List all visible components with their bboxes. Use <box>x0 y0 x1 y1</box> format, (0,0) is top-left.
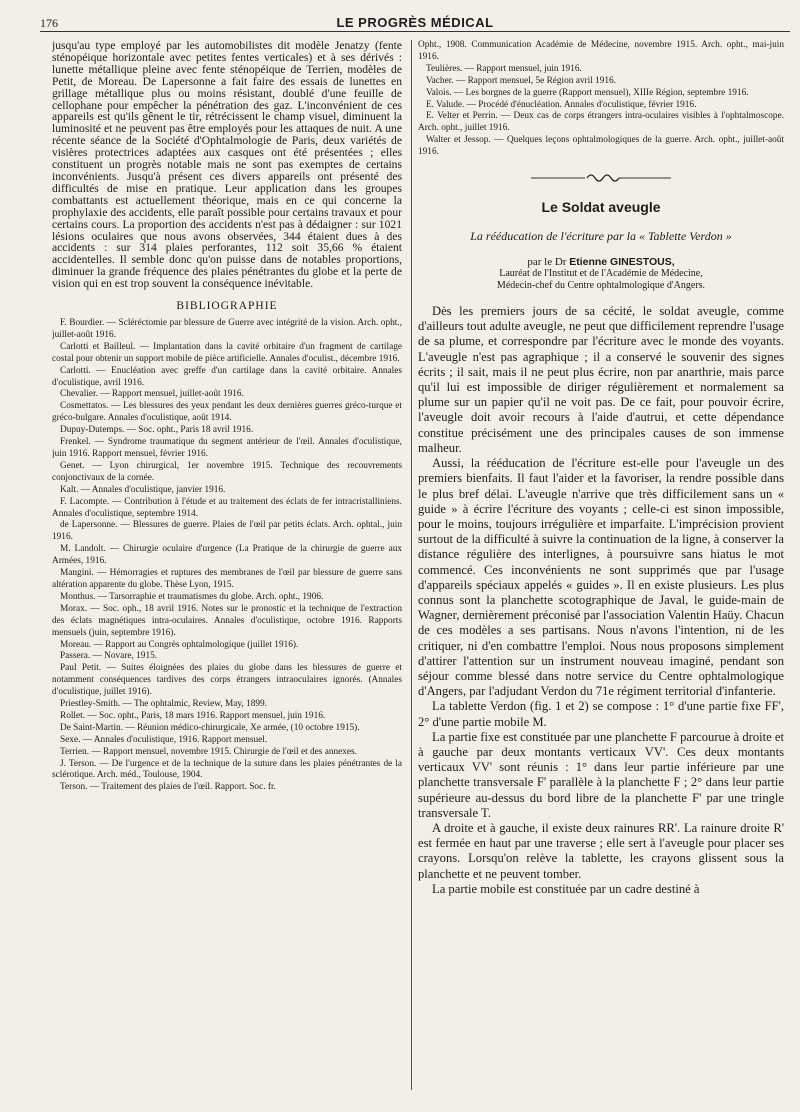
bibliography-entry: Genet. — Lyon chirurgical, 1er novembre 1915. Technique des recouvrements conjonctivaux de la cornée. <box>52 460 402 483</box>
right-column <box>418 40 784 1100</box>
bibliography-list <box>52 318 402 794</box>
bibliography-entry: F. Bourdier. — Scléréctomie par blessure de Guerre avec intégrité de la vision. Arch. opht., juillet-août 1916. <box>52 318 402 340</box>
bibliography-entry: Sexe. — Annales d'oculistique, 1916. Rapport mensuel. <box>60 734 268 745</box>
article-paragraph: Dès les premiers jours de sa cécité, le soldat aveugle, comme d'ailleurs tout adulte aveugle, ne peut que difficilement reprendre l'usage de sa plume, et correspondre par l'écriture avec le monde des voyants. L'aveugle n'est pas agraphique ; il a conservé le souvenir des signes écrits ; il sait, mais il ne peut plus écrire, non par anarthrie, mais parce qu'il lui est impossible de diriger régulièrement et normalement sa plume sur un papier qu'il ne voit pas. De ce fait, pour pouvoir écrire, l'aveugle doit avoir recours à l'aide d'autrui, et cette dépendance constitue précisément une des principales causes de son immense malheur. <box>418 304 784 455</box>
article-title: Le Soldat aveugle <box>541 199 661 216</box>
article-subtitle: La rééducation de l'écriture par la « Tablette Verdon » <box>470 229 732 244</box>
affiliation-line: Médecin-chef du Centre ophtalmologique d'Angers. <box>496 280 706 292</box>
left-paragraph: jusqu'au type employé par les automobilistes dit modèle Jenatzy (fente sténopéique horizontale avec petites fentes verticales) et à ses dérivés : lunette métallique pleine avec fente sténopéique de Terrien, modèles de Petit, de Moreau. De Lapersonne a fait faire des essais de lunettes en grillage métallique plus ou moins résistant, doublé d'une feuille de cellophane pour empêcher la pénétration des gaz. L'inconvénient de ces appareils est qu'ils gênent le tir, rétrécissent le champ visuel, diminuent la luminosité et ne peuvent pas être employés pour les attaques de nuit. A une récente séance de la Société d'Ophtalmologie de Paris, deux variétés de visières protectrices adaptées aux casques ont été présentées ; elles constituent un progrès notable mais ne sont pas exemptes de certains inconvénients. Jusqu'à présent ces divers appareils ont présenté des difficultés de mise en pratique. Leur application dans les groupes combattants est actuellement théorique, mais en ce qui concerne la prophylaxie des accidents, elle paraît possible pour certains travaux et pour certains cours. La proportion des accidents n'est pas à dédaigner : sur 1021 lésions oculaires que nous avons observées, 344 étaient dues à des accidents : sur 314 plaies perforantes, 112 soit 35,66 % étaient accidentelles. Il semble donc qu'on puisse dans de notables proportions, diminuer la grande fréquence des plaies pénétrantes du globe et la perte de vision qui en est trop souvent la conséquence inévitable. <box>52 40 402 291</box>
bibliography-entry: Teulières. — Rapport mensuel, juin 1916. <box>426 63 582 74</box>
bibliography-entry: Carlotti. — Enucléation avec greffe d'un cartilage dans la cavité orbitaire. Annales d'oculistique, avril 1916. <box>52 365 402 388</box>
bibliography-entry: Carlotti et Bailleul. — Implantation dans la cavité orbitaire d'un fragment de cartilage costal pour obtenir un support mobile de pièce artificielle. Annales d'oculist., décembre 1916. <box>52 341 402 364</box>
ornament-icon <box>531 171 671 185</box>
author-prefix: par le Dr <box>527 256 567 269</box>
bibliography-entry: Paul Petit. — Suites éloignées des plaies du globe dans les blessures de guerre et notamment conséquences tardives des corps étrangers intraoculaires ignorés. (Annales d'oculistique, juillet 1916). <box>52 663 402 698</box>
bibliography-entry: Kalt. — Annales d'oculistique, janvier 1916. <box>60 484 226 495</box>
left-body <box>52 40 402 290</box>
bibliography-entry: Passera. — Novare, 1915. <box>60 651 158 662</box>
column-divider <box>411 40 412 1090</box>
bibliography-entry: F. Lacompte. — Contribution à l'étude et au traitement des éclats de fer intracristalliniens. Annales d'oculistique, septembre 1914. <box>52 496 402 519</box>
article-paragraph: Aussi, la rééducation de l'écriture est-elle pour l'aveugle un des premiers bienfaits. Il faut l'aider et la favoriser, la rendre possible dans le plus bref délai. L'aveugle n'arrive que très difficilement sans un « guide » à écrire l'écriture des voyants ; celle-ci est sinon impossible, pour le moins, toujours irrégulière et imparfaite. L'imprécision provient surtout de la difficulté à suivre la continuation de la ligne, à conserver la distance régulière des interlignes, à poursuivre sans hiatus le mot commencé. Ces inconvénients ne sont supprimés que par l'usage d'appareils spéciaux appelés « guides ». Il en existe plusieurs. Les plus connus sont la planchette scotographique de Javal, le guide-main de Wagner, dernièrement préconisé par l'association Valentin Haüy. Chacun de ces modèles a ses partisans. Nous n'avons l'intention, ni de les critiquer, ni d'en combattre l'emploi. Nous nous proposons simplement d'attirer l'attention sur un instrument nouveau imaginé, pendant son séjour comme blessé dans notre service du Centre ophtalmologique d'Angers, par l'adjudant Verdon du 71e régiment territorial d'infanterie. <box>418 456 784 699</box>
bibliography-entry: Morax. — Soc. oph., 18 avril 1916. Notes sur le pronostic et la technique de l'extraction des éclats magnétiques intra-oculaires. Annales d'oculistique, octobre 1916. Rapports mensuels (juin, septembre 1916). <box>52 603 402 638</box>
page-number: 176 <box>40 16 58 30</box>
article-body <box>418 304 784 897</box>
bibliography-entry: E. Velter et Perrin. — Deux cas de corps étrangers intra-oculaires visibles à l'ophtalmoscope. Arch. opht., juillet 1916. <box>418 111 784 134</box>
affiliation-line: Lauréat de l'Institut et de l'Académie de Médecine, <box>499 268 703 280</box>
bibliography-entry: Moreau. — Rapport au Congrès ophtalmologique (juillet 1916). <box>60 639 299 650</box>
article-paragraph: La partie mobile est constituée par un cadre destiné à <box>432 881 700 896</box>
header-rule <box>40 31 790 32</box>
bibliography-entry: Dupuy-Dutemps. — Soc. opht., Paris 18 avril 1916. <box>60 425 254 436</box>
bibliography-entry: Chevalier. — Rapport mensuel, juillet-août 1916. <box>60 389 244 400</box>
article-paragraph: La tablette Verdon (fig. 1 et 2) se compose : 1° d'une partie fixe FF', 2° d'une partie mobile M. <box>418 699 784 729</box>
bibliography-entry: Terrien. — Rapport mensuel, novembre 1915. Chirurgie de l'œil et des annexes. <box>60 746 357 757</box>
bibliography-entry: de Lapersonne. — Blessures de guerre. Plaies de l'œil par petits éclats. Arch. ophtal., juin 1916. <box>52 520 402 543</box>
bibliography-entry: Vacher. — Rapport mensuel, 5e Région avril 1916. <box>426 75 617 86</box>
bibliography-entry: Cosmettatos. — Les blessures des yeux pendant les deux dernières guerres gréco-turque et gréco-bulgare. Annales d'oculistique, août 1914. <box>52 401 402 424</box>
bibliography-continued <box>418 40 784 159</box>
author-line <box>418 256 784 268</box>
section-separator <box>418 171 784 185</box>
bibliography-entry: Monthus. — Tarsorraphie et traumatismes du globe. Arch. opht., 1906. <box>60 591 324 602</box>
bibliography-title: BIBLIOGRAPHIE <box>176 300 278 313</box>
bibliography-entry: Walter et Jessop. — Quelques leçons ophtalmologiques de la guerre. Arch. opht., juillet-août 1916. <box>418 135 784 158</box>
bibliography-entry: M. Landolt. — Chirurgie oculaire d'urgence (La Pratique de la chirurgie de guerre aux Armées, 1916. <box>52 544 402 567</box>
bibliography-entry: Valois. — Les borgnes de la guerre (Rapport mensuel), XIIIe Région, septembre 1916. <box>426 87 749 98</box>
bibliography-entry: Frenkel. — Syndrome traumatique du segment antérieur de l'œil. Annales d'oculistique, juin 1916. Rapport mensuel, février 1916. <box>52 437 402 459</box>
author-name: Etienne GINESTOUS, <box>569 256 675 269</box>
journal-title: LE PROGRÈS MÉDICAL <box>336 15 494 30</box>
bibliography-entry: Terson. — Traitement des plaies de l'œil. Rapport. Soc. fr. <box>60 782 276 793</box>
article-paragraph: La partie fixe est constituée par une planchette F parcourue à droite et à gauche par deux montants verticaux VV'. Ces deux montants verticaux VV' sont réunis : 1° dans leur partie inférieure par une planchette transversale F' parallèle à la planchette F ; 2° dans leur partie supérieure au-dessus du bord libre de la planchette F' par une tringle transversale T. <box>418 729 784 820</box>
bibliography-entry: E. Valude. — Procédé d'énucléation. Annales d'oculistique, février 1916. <box>426 99 697 110</box>
bibliography-entry: Mangini. — Hémorragies et ruptures des membranes de l'œil par blessure de guerre sans altération apparente du globe. Thèse Lyon, 1915. <box>52 568 402 590</box>
bibliography-entry: Priestley-Smith. — The ophtalmic, Review, May, 1899. <box>60 699 268 710</box>
bibliography-entry: Rollet. — Soc. opht., Paris, 18 mars 1916. Rapport mensuel, juin 1916. <box>60 710 326 721</box>
bibliography-entry: Opht., 1908. Communication Académie de Médecine, novembre 1915. Arch. opht., mai-juin 1916. <box>418 40 784 62</box>
bibliography-entry: J. Terson. — De l'urgence et de la technique de la suture dans les plaies pénétrantes de la sclérotique. Arch. méd., Toulouse, 1904. <box>52 758 402 781</box>
author-affiliation <box>418 268 784 292</box>
article-paragraph: A droite et à gauche, il existe deux rainures RR'. La rainure droite R' est fermée en haut par une traverse ; elle sert à l'aveugle pour placer ses crayons. Lorsqu'on relève la tablette, les crayons glissent sous la planchette et ne peuvent tomber. <box>418 820 784 881</box>
bibliography-entry: De Saint-Martin. — Réunion médico-chirurgicale, Xe armée, (10 octobre 1915). <box>60 722 360 733</box>
left-column <box>52 40 402 1095</box>
